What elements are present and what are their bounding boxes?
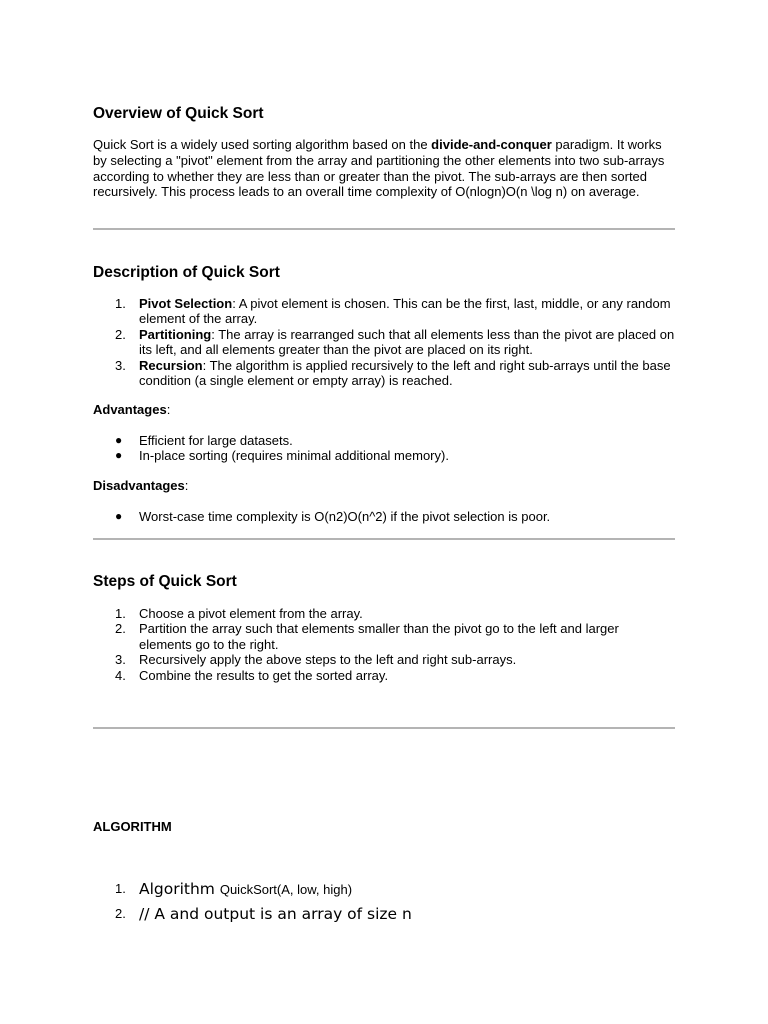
list-item [93,621,675,652]
item-text: Worst-case time complexity is O(n2)O(n^2) if the pivot selection is poor. [139,509,551,524]
item-term: Recursion [139,357,203,373]
algorithm-heading: ALGORITHM [93,819,172,834]
list-number: 2. [115,906,126,921]
item-text: In-place sorting (requires minimal additional memory). [139,448,449,464]
bullet-icon: ● [115,448,123,463]
item-term: Pivot Selection [139,296,233,311]
bullet-icon: ● [115,433,123,447]
steps-list [93,606,675,683]
list-number: 1. [115,296,126,311]
item-text: : A pivot element is chosen. This can be the first, last, middle, or any random element of the array. [139,296,671,327]
description-title: Description of Quick Sort [93,264,280,281]
list-item [93,877,675,902]
advantages-colon: : [166,402,171,417]
divider-2 [93,538,675,540]
item-text: Partition the array such that elements smaller than the pivot go to the left and larger elements go to the right. [139,621,619,652]
list-item [93,296,675,327]
item-text: Recursively apply the above steps to the left and right sub-arrays. [139,652,517,668]
bullet-icon: ● [115,509,123,523]
algorithm-comment: // A and output is an array of size n [139,905,412,923]
disadvantages-colon: : [184,478,189,493]
item-text: Efficient for large datasets. [139,433,293,448]
list-number: 1. [115,881,126,896]
algorithm-keyword: Algorithm [139,880,220,898]
list-number: 3. [115,652,126,668]
steps-title: Steps of Quick Sort [93,573,237,590]
list-number: 1. [115,606,126,621]
item-text: Combine the results to get the sorted array. [139,667,389,683]
list-item [93,902,675,926]
description-list [93,296,675,388]
advantages-label-text: Advantages [93,402,167,417]
list-number: 2. [115,621,126,637]
list-number: 2. [115,326,126,342]
list-item [93,433,675,448]
algorithm-list [93,877,675,926]
overview-bold-term: divide-and-conquer [431,137,552,152]
list-item [93,358,675,389]
list-item [93,327,675,358]
disadvantages-list [93,509,675,524]
list-item [93,509,675,524]
overview-title: Overview of Quick Sort [93,105,264,122]
advantages-label [93,402,170,418]
list-number: 4. [115,667,126,683]
list-number: 3. [115,357,126,373]
list-item [93,448,675,463]
item-text: : The array is rearranged such that all elements less than the pivot are placed on its left, and all elements greater than the pivot are placed on its right. [139,326,675,358]
disadvantages-label-text: Disadvantages [93,478,185,493]
item-term: Partitioning [139,326,212,342]
list-item [93,606,675,621]
list-item [93,652,675,667]
disadvantages-label [93,478,188,494]
divider-1 [93,228,675,230]
item-text: : The algorithm is applied recursively to the left and right sub-arrays until the base condition (a single element or empty array) is reached. [139,357,671,389]
list-item [93,668,675,683]
item-text: Choose a pivot element from the array. [139,606,363,621]
overview-paragraph [93,137,675,200]
overview-text-start: Quick Sort is a widely used sorting algorithm based on the [93,137,432,152]
overview-text-end: paradigm. It works by selecting a "pivot" element from the array and partitioning the other elements into two sub-arrays according to whether they are less than or greater than the pivot. The sub-arrays are then sorted recursively. This process leads to an overall time complexity of O(nlogn)O(n \log n) on average. [93,137,665,200]
advantages-list [93,433,675,464]
algorithm-signature: QuickSort(A, low, high) [219,882,353,897]
divider-3 [93,727,675,729]
